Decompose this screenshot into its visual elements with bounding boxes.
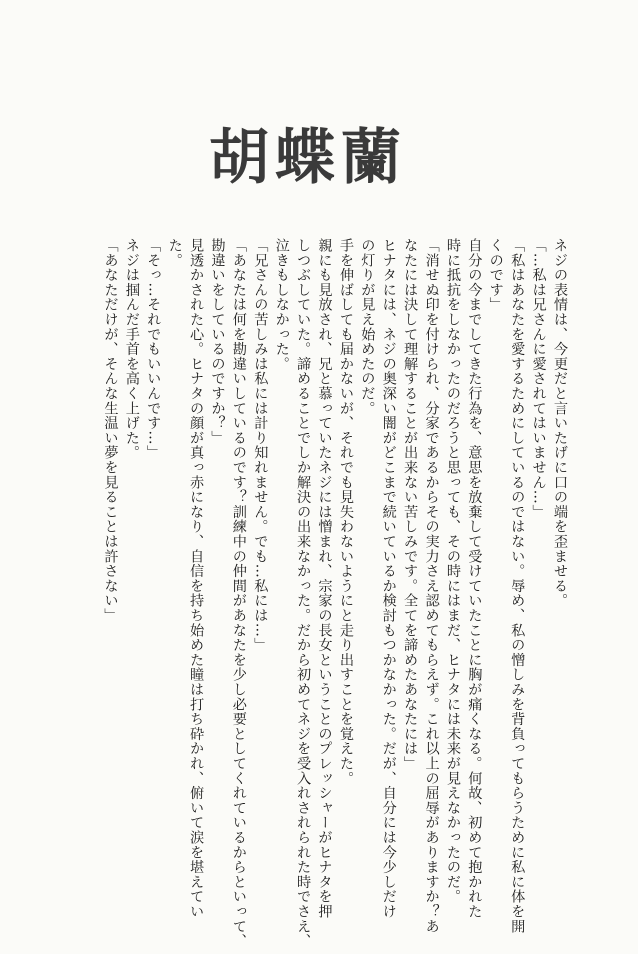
text-line: 「私はあなたを愛するためにしているのではない。辱め、私の憎しみを背負ってもらうために私に体を開 bbox=[509, 238, 526, 934]
text-line: た。 bbox=[166, 238, 183, 268]
text-line: ヒナタには、ネジの奥深い闇がどこまで続いているか検討もつかなかった。だが、自分には今少しだけ bbox=[380, 238, 397, 919]
text-line: 「あなたは何を勘違いしているのです？訓練中の仲間があなたを少し必要としてくれているからといって、 bbox=[230, 238, 247, 949]
text-line: の灯りが見え始めたのだ。 bbox=[359, 238, 376, 416]
text-line: 時に抵抗をしなかったのだろうと思っても、その時にはまだ、ヒナタには未来が見えなかったのだ。 bbox=[444, 238, 461, 904]
text-line: 泣きもしなかった。 bbox=[273, 238, 290, 372]
text-line: なたには決して理解することが出来ない苦しみです。全てを諦めたあなたには」 bbox=[402, 238, 419, 771]
text-line: くのです」 bbox=[487, 238, 504, 312]
text-line: しつぶしていた。諦めることでしか解決の出来なかった。だから初めてネジを受入れされられた時でさえ、 bbox=[295, 238, 312, 949]
text-line: 見透かされた心。ヒナタの顔が真っ赤になり、自信を持ち始めた瞳は打ち砕かれ、俯いて涙を堪えてい bbox=[188, 238, 205, 919]
text-line: 「消せぬ印を付けられ、分家であるからその実力さえ認めてもらえず。これ以上の屈辱がありますか？あ bbox=[423, 238, 440, 934]
vertical-body-text bbox=[99, 238, 570, 949]
text-line: 勘違いをしているのですか？」 bbox=[209, 238, 226, 446]
text-line: 「兄さんの苦しみは私には計り知れません。でも…私には…」 bbox=[252, 238, 269, 653]
chapter-title: 胡蝶蘭 bbox=[209, 123, 407, 193]
text-line: 親にも見放され、兄と慕っていたネジには憎まれ、宗家の長女ということのプレッシャーがヒナタを押 bbox=[316, 238, 333, 919]
text-line: 「…私は兄さんに愛されてはいません…」 bbox=[530, 238, 547, 520]
text-line: 自分の今までしてきた行為を、意思を放棄して受けていたことに胸が痛くなる。何故、初めて抱かれた bbox=[466, 238, 483, 919]
text-line: 「そっ…それでもいいんです…」 bbox=[145, 238, 162, 460]
text-line: 「あなただけが、そんな生温い夢を見ることは許さない」 bbox=[102, 238, 119, 623]
text-line: ネジは掴んだ手首を高く上げた。 bbox=[123, 238, 140, 460]
text-line: 手を伸ばしても届かないが、それでも見失わないようにと走り出すことを覚えた。 bbox=[337, 238, 354, 786]
text-line: ネジの表情は、今更だと言いたげに口の端を歪ませる。 bbox=[552, 238, 568, 608]
